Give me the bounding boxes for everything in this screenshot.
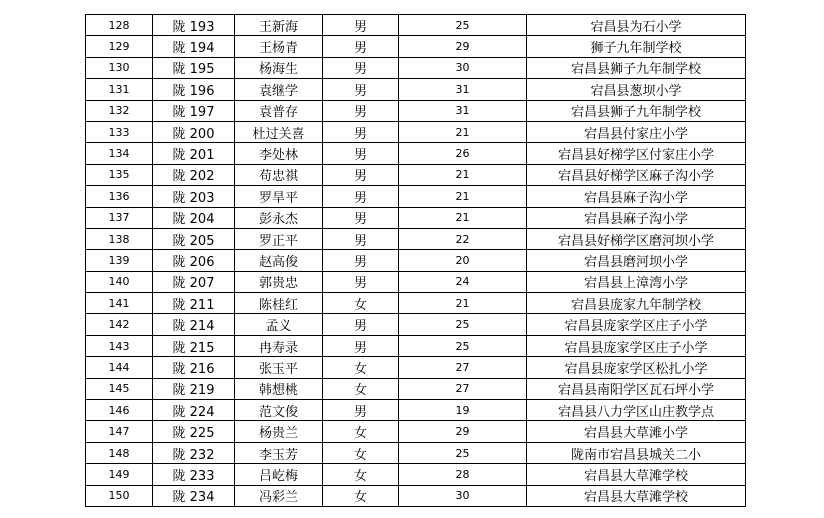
gender-cell: 男: [323, 314, 399, 335]
school-cell: 宕昌县葱坝小学: [527, 79, 746, 100]
school-cell: 宕昌县庞家学区庄子小学: [527, 314, 746, 335]
row-number-cell: 146: [86, 400, 153, 421]
registration-id-cell: 陇 203: [153, 186, 235, 207]
person-name-cell: 杨海生: [235, 57, 323, 78]
person-name-cell: 杨贵兰: [235, 421, 323, 442]
row-number-cell: 147: [86, 421, 153, 442]
gender-cell: 男: [323, 228, 399, 249]
registration-id-cell: 陇 224: [153, 400, 235, 421]
gender-cell: 男: [323, 15, 399, 36]
gender-cell: 女: [323, 442, 399, 463]
age-cell: 21: [399, 293, 527, 314]
age-cell: 21: [399, 207, 527, 228]
gender-cell: 男: [323, 143, 399, 164]
registration-id-cell: 陇 193: [153, 15, 235, 36]
table-row: [86, 442, 746, 463]
registration-id-cell: 陇 196: [153, 79, 235, 100]
school-cell: 宕昌县庞家学区庄子小学: [527, 335, 746, 356]
school-cell: 宕昌县付家庄小学: [527, 121, 746, 142]
person-name-cell: 彭永杰: [235, 207, 323, 228]
person-name-cell: 范文俊: [235, 400, 323, 421]
school-cell: 宕昌县南阳学区瓦石坪小学: [527, 378, 746, 399]
table-row: [86, 357, 746, 378]
row-number-cell: 149: [86, 464, 153, 485]
row-number-cell: 132: [86, 100, 153, 121]
row-number-cell: 128: [86, 15, 153, 36]
table-row: [86, 314, 746, 335]
school-cell: 宕昌县大草滩学校: [527, 485, 746, 506]
table-row: [86, 485, 746, 506]
table-row: [86, 79, 746, 100]
registration-id-cell: 陇 197: [153, 100, 235, 121]
gender-cell: 男: [323, 335, 399, 356]
age-cell: 27: [399, 378, 527, 399]
age-cell: 26: [399, 143, 527, 164]
row-number-cell: 145: [86, 378, 153, 399]
school-cell: 宕昌县麻子沟小学: [527, 207, 746, 228]
registration-id-cell: 陇 225: [153, 421, 235, 442]
roster-sheet: [85, 14, 745, 507]
age-cell: 25: [399, 335, 527, 356]
registration-id-cell: 陇 233: [153, 464, 235, 485]
person-name-cell: 陈桂红: [235, 293, 323, 314]
school-cell: 宕昌县大草滩小学: [527, 421, 746, 442]
person-name-cell: 罗旱平: [235, 186, 323, 207]
gender-cell: 男: [323, 250, 399, 271]
school-cell: 宕昌县上漳湾小学: [527, 271, 746, 292]
row-number-cell: 129: [86, 36, 153, 57]
school-cell: 宕昌县好梯学区付家庄小学: [527, 143, 746, 164]
registration-id-cell: 陇 194: [153, 36, 235, 57]
row-number-cell: 148: [86, 442, 153, 463]
person-name-cell: 王杨青: [235, 36, 323, 57]
gender-cell: 男: [323, 271, 399, 292]
registration-id-cell: 陇 215: [153, 335, 235, 356]
table-row: [86, 293, 746, 314]
gender-cell: 男: [323, 186, 399, 207]
person-name-cell: 韩想桃: [235, 378, 323, 399]
gender-cell: 男: [323, 57, 399, 78]
age-cell: 28: [399, 464, 527, 485]
gender-cell: 男: [323, 400, 399, 421]
row-number-cell: 136: [86, 186, 153, 207]
row-number-cell: 130: [86, 57, 153, 78]
gender-cell: 男: [323, 164, 399, 185]
school-cell: 宕昌县狮子九年制学校: [527, 100, 746, 121]
registration-id-cell: 陇 204: [153, 207, 235, 228]
person-name-cell: 李玉芳: [235, 442, 323, 463]
row-number-cell: 142: [86, 314, 153, 335]
school-cell: 宕昌县磨河坝小学: [527, 250, 746, 271]
gender-cell: 男: [323, 36, 399, 57]
person-name-cell: 王新海: [235, 15, 323, 36]
gender-cell: 女: [323, 357, 399, 378]
gender-cell: 男: [323, 121, 399, 142]
table-row: [86, 207, 746, 228]
gender-cell: 女: [323, 421, 399, 442]
person-name-cell: 冉寿录: [235, 335, 323, 356]
table-row: [86, 464, 746, 485]
row-number-cell: 150: [86, 485, 153, 506]
registration-id-cell: 陇 232: [153, 442, 235, 463]
registration-id-cell: 陇 195: [153, 57, 235, 78]
person-name-cell: 苟忠祺: [235, 164, 323, 185]
age-cell: 30: [399, 485, 527, 506]
person-name-cell: 赵高俊: [235, 250, 323, 271]
school-cell: 宕昌县为石小学: [527, 15, 746, 36]
registration-id-cell: 陇 214: [153, 314, 235, 335]
age-cell: 20: [399, 250, 527, 271]
table-row: [86, 378, 746, 399]
row-number-cell: 131: [86, 79, 153, 100]
gender-cell: 女: [323, 485, 399, 506]
school-cell: 宕昌县狮子九年制学校: [527, 57, 746, 78]
table-row: [86, 186, 746, 207]
table-row: [86, 36, 746, 57]
school-cell: 宕昌县庞家九年制学校: [527, 293, 746, 314]
row-number-cell: 137: [86, 207, 153, 228]
row-number-cell: 143: [86, 335, 153, 356]
registration-id-cell: 陇 207: [153, 271, 235, 292]
row-number-cell: 133: [86, 121, 153, 142]
table-row: [86, 421, 746, 442]
school-cell: 宕昌县八力学区山庄教学点: [527, 400, 746, 421]
school-cell: 宕昌县好梯学区麻子沟小学: [527, 164, 746, 185]
row-number-cell: 138: [86, 228, 153, 249]
gender-cell: 女: [323, 293, 399, 314]
person-name-cell: 罗正平: [235, 228, 323, 249]
age-cell: 31: [399, 79, 527, 100]
table-row: [86, 400, 746, 421]
age-cell: 21: [399, 164, 527, 185]
registration-id-cell: 陇 202: [153, 164, 235, 185]
row-number-cell: 141: [86, 293, 153, 314]
row-number-cell: 144: [86, 357, 153, 378]
school-cell: 宕昌县好梯学区磨河坝小学: [527, 228, 746, 249]
table-row: [86, 57, 746, 78]
age-cell: 24: [399, 271, 527, 292]
person-name-cell: 孟义: [235, 314, 323, 335]
registration-id-cell: 陇 219: [153, 378, 235, 399]
person-name-cell: 袁继学: [235, 79, 323, 100]
person-name-cell: 吕屹梅: [235, 464, 323, 485]
age-cell: 30: [399, 57, 527, 78]
gender-cell: 男: [323, 100, 399, 121]
person-name-cell: 张玉平: [235, 357, 323, 378]
age-cell: 29: [399, 421, 527, 442]
age-cell: 25: [399, 15, 527, 36]
roster-table-body: [86, 15, 746, 507]
age-cell: 21: [399, 186, 527, 207]
age-cell: 21: [399, 121, 527, 142]
school-cell: 狮子九年制学校: [527, 36, 746, 57]
school-cell: 宕昌县大草滩学校: [527, 464, 746, 485]
age-cell: 25: [399, 442, 527, 463]
person-name-cell: 李处林: [235, 143, 323, 164]
row-number-cell: 135: [86, 164, 153, 185]
table-row: [86, 121, 746, 142]
gender-cell: 女: [323, 378, 399, 399]
age-cell: 29: [399, 36, 527, 57]
table-row: [86, 164, 746, 185]
roster-table: [85, 14, 746, 507]
table-row: [86, 228, 746, 249]
table-row: [86, 335, 746, 356]
row-number-cell: 134: [86, 143, 153, 164]
gender-cell: 男: [323, 207, 399, 228]
table-row: [86, 15, 746, 36]
registration-id-cell: 陇 205: [153, 228, 235, 249]
school-cell: 宕昌县庞家学区松扎小学: [527, 357, 746, 378]
registration-id-cell: 陇 216: [153, 357, 235, 378]
registration-id-cell: 陇 201: [153, 143, 235, 164]
gender-cell: 男: [323, 79, 399, 100]
age-cell: 27: [399, 357, 527, 378]
table-row: [86, 250, 746, 271]
registration-id-cell: 陇 206: [153, 250, 235, 271]
registration-id-cell: 陇 234: [153, 485, 235, 506]
school-cell: 宕昌县麻子沟小学: [527, 186, 746, 207]
table-row: [86, 100, 746, 121]
table-row: [86, 143, 746, 164]
age-cell: 31: [399, 100, 527, 121]
age-cell: 19: [399, 400, 527, 421]
age-cell: 22: [399, 228, 527, 249]
registration-id-cell: 陇 211: [153, 293, 235, 314]
gender-cell: 女: [323, 464, 399, 485]
row-number-cell: 140: [86, 271, 153, 292]
person-name-cell: 冯彩兰: [235, 485, 323, 506]
person-name-cell: 袁普存: [235, 100, 323, 121]
person-name-cell: 郭贵忠: [235, 271, 323, 292]
age-cell: 25: [399, 314, 527, 335]
table-row: [86, 271, 746, 292]
school-cell: 陇南市宕昌县城关二小: [527, 442, 746, 463]
person-name-cell: 杜过关喜: [235, 121, 323, 142]
registration-id-cell: 陇 200: [153, 121, 235, 142]
row-number-cell: 139: [86, 250, 153, 271]
